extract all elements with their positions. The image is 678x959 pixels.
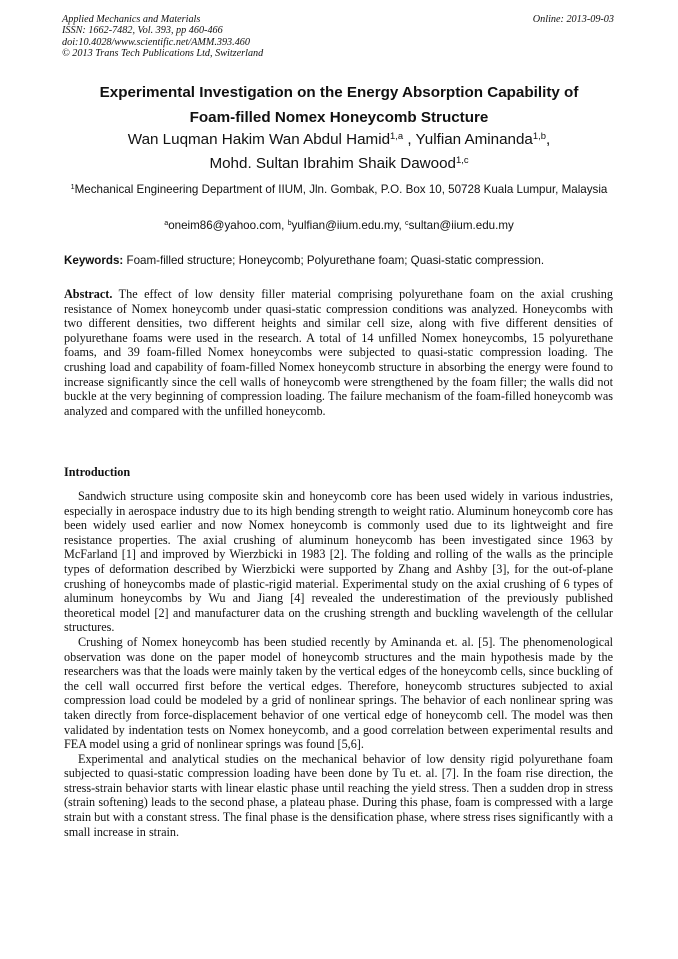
- author-1-name: Wan Luqman Hakim Wan Abdul Hamid: [127, 131, 391, 148]
- section-heading-introduction: Introduction: [64, 465, 131, 479]
- email-a[interactable]: oneim86@yahoo.com,: [168, 219, 288, 232]
- author-1-affil: 1,a: [390, 129, 404, 141]
- author-2-affil: 1,b: [532, 129, 546, 141]
- title-line-1: Experimental Investigation on the Energy Absorption Capability of: [99, 84, 579, 101]
- keywords-text: Foam-filled structure; Honeycomb; Polyurethane foam; Quasi-static compression.: [123, 254, 545, 267]
- issn-line: ISSN: 1662-7482, Vol. 393, pp 460-466: [62, 25, 223, 37]
- author-emails: [62, 218, 616, 233]
- author-line-1: [60, 128, 618, 152]
- online-date: Online: 2013-09-03: [532, 14, 614, 25]
- journal-name: Applied Mechanics and Materials: [62, 14, 201, 25]
- email-b-marker: b: [287, 218, 292, 228]
- paper-title: [60, 80, 618, 130]
- intro-paragraph-2: Crushing of Nomex honeycomb has been studied recently by Aminanda et. al. [5]. The phenomenological observation was done on the paper model of honeycomb structures and the main hypothesis made by the researchers was that the loads were mainly taken by the vertical edges of the honeycomb cells, since buckling of the cell wall occurred first before the vertical edges. Therefore, honeycomb structures subjected to axial compression load could be modeled by a grid of nonlinear springs. The behavior of each nonlinear spring was taken directly from force-displacement behavior of one vertical edge of honeycomb cell. The model was then validated by indentation tests on Nomex honeycomb, and a good correlation between experimental results and FEA model using a grid of nonlinear springs was found [5,6].: [64, 634, 613, 752]
- author-separator: ,: [545, 131, 551, 148]
- introduction-body: [64, 489, 613, 839]
- abstract-text: The effect of low density filler material comprising polyurethane foam on the axial crushing resistance of Nomex honeycomb under quasi-static compression conditions was analyzed. Honeycombs with two different densities, two different heights and similar cell size, along with five different densities of polyurethane foams were used in the research. A total of 14 unfilled Nomex honeycombs, 15 polyurethane foams, and 39 foam-filled Nomex honeycombs were subjected to quasi-static compression loading. The crushing load and capability of foam-filled Nomex honeycomb structure in absorbing the energy were found to increase significantly since the cell walls of honeycomb were strengthened by the foam filler; the walls did not buckle at the very beginning of compression loading. The failure mechanism of the foam-filled honeycomb was analyzed and compared with the unfilled honeycomb.: [64, 287, 613, 418]
- author-list: [60, 128, 618, 176]
- author-3-affil: 1,c: [455, 153, 469, 165]
- author-3-name: Mohd. Sultan Ibrahim Shaik Dawood: [209, 155, 456, 172]
- doi-line[interactable]: doi:10.4028/www.scientific.net/AMM.393.460: [62, 36, 250, 48]
- journal-metadata: [62, 14, 263, 60]
- affiliation-text: Mechanical Engineering Department of IIUM, Jln. Gombak, P.O. Box 10, 50728 Kuala Lumpur, Malaysia: [74, 183, 608, 196]
- title-line-2: Foam-filled Nomex Honeycomb Structure: [189, 109, 489, 126]
- abstract: [64, 287, 613, 418]
- intro-paragraph-3: Experimental and analytical studies on the mechanical behavior of low density rigid polyurethane foam subjected to quasi-static compression loading have been done by Tu et. al. [7]. In the foam rise direction, the stress-strain behavior starts with linear elastic phase until reaching the yield stress. Then a sudden drop in stress (strain softening) leads to the second phase, a plateau phase. During this phase, foam is compressed with a large strain but with a constant stress. The final phase is the densification phase, where stress rises significantly with a small increase in strain.: [64, 751, 613, 839]
- intro-paragraph-1: Sandwich structure using composite skin and honeycomb core has been used widely in various industries, especially in aerospace industry due to its high bending strength to weight ratio. Aluminum honeycomb core has been widely used earlier and now Nomex honeycomb is commonly used due to its lightweight and fire resistance properties. The axial crushing of aluminum honeycomb has been investigated since 1963 by McFarland [1] and improved by Wierzbicki in 1983 [2]. The folding and rolling of the walls as the principle types of deformation described by Wierzbicki were supported by Zhang and Ashby [3], for the out-of-plane crushing of honeycombs made of plastic-rigid material. Experimental study on the axial crushing of 6 types of aluminum honeycombs by Wu and Jiang [4] revealed the underestimation of the previously published theoretical model [2] and manufacturer data on the crushing strength and buckling wavelength of the cellular structures.: [64, 489, 613, 635]
- email-c[interactable]: sultan@iium.edu.my: [408, 219, 514, 232]
- affiliation: [62, 182, 616, 197]
- copyright-line: © 2013 Trans Tech Publications Ltd, Switzerland: [62, 48, 264, 60]
- keywords-label: Keywords:: [64, 254, 124, 267]
- email-b[interactable]: yulfian@iium.edu.my,: [291, 219, 405, 232]
- email-c-marker: c: [404, 218, 409, 228]
- affiliation-marker: 1: [70, 182, 75, 192]
- author-line-2: [60, 152, 618, 176]
- keywords: [64, 253, 618, 268]
- author-2-name: , Yulfian Aminanda: [403, 131, 533, 148]
- abstract-label: Abstract.: [64, 287, 113, 301]
- email-a-marker: a: [164, 218, 169, 228]
